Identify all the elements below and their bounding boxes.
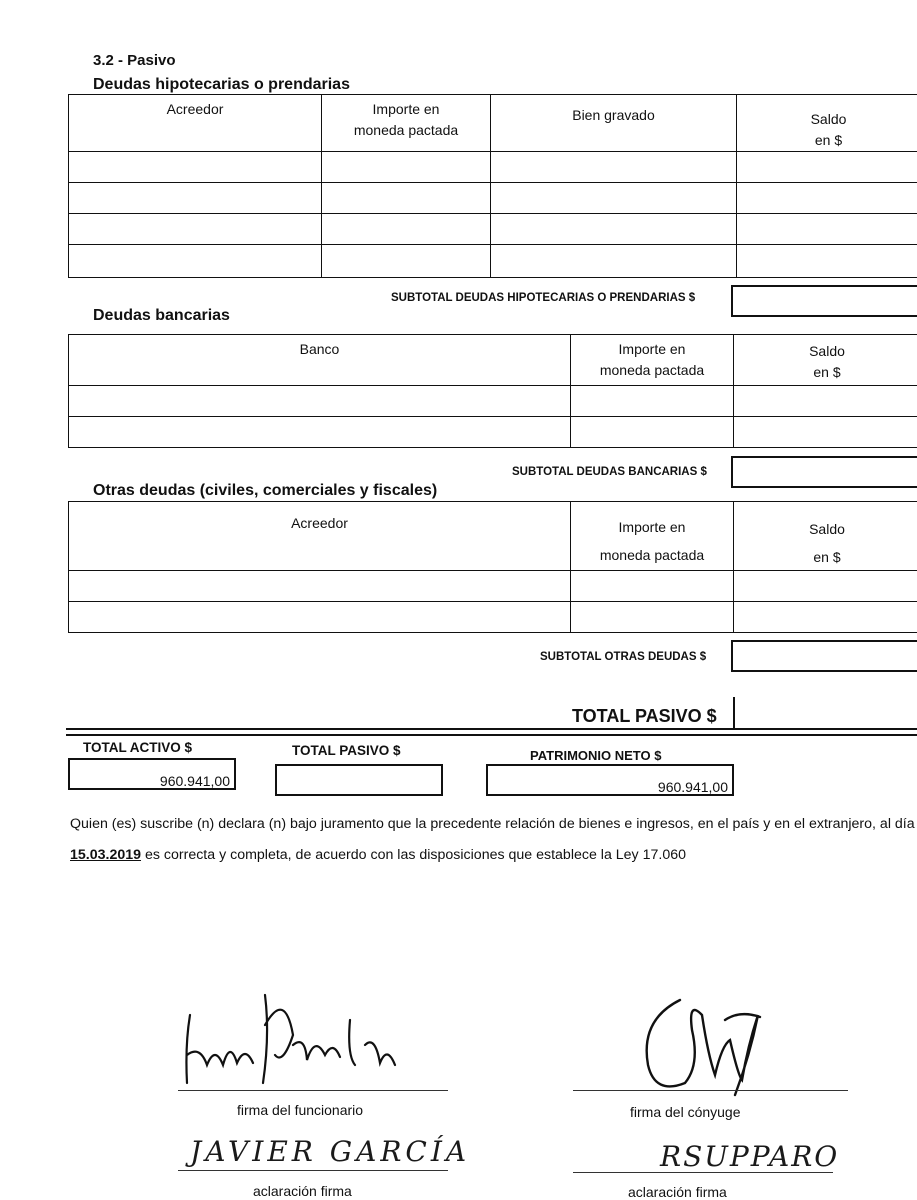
aclaracion-right-name: RSUPPARO — [660, 1140, 840, 1173]
total-pasivo-summary-label: TOTAL PASIVO $ — [292, 743, 401, 758]
col-header-importe: Importe en moneda pactada — [571, 335, 734, 386]
subtotal-otras-label: SUBTOTAL OTRAS DEUDAS $ — [540, 651, 707, 663]
table-row — [69, 417, 917, 448]
bancarias-table — [68, 334, 917, 448]
total-pasivo-summary-value[interactable] — [275, 764, 443, 796]
divider — [66, 728, 917, 730]
otras-table — [68, 501, 917, 633]
subtotal-bancarias-label: SUBTOTAL DEUDAS BANCARIAS $ — [512, 466, 707, 478]
col-header-bien: Bien gravado — [491, 95, 737, 152]
aclaracion-caption-left: aclaración firma — [253, 1183, 352, 1199]
section-title: 3.2 - Pasivo — [93, 52, 176, 69]
firma-conyuge-caption: firma del cónyuge — [630, 1104, 741, 1120]
signature-line — [178, 1170, 448, 1171]
declaration-date: 15.03.2019 — [70, 847, 142, 863]
subtotal-otras-box[interactable] — [731, 640, 917, 672]
signature-line — [178, 1090, 448, 1091]
declaration-text: Quien (es) suscribe (n) declara (n) bajo juramento que la precedente relación de bienes e ingresos, en el país y en el extranjero, al día 15.03.2019 es correcta y completa, de acuerdo con las disposiciones que establece la Ley 17.060 — [70, 816, 915, 863]
col-header-importe: Importe en moneda pactada — [322, 95, 491, 152]
total-pasivo-label: TOTAL PASIVO $ — [572, 706, 717, 726]
col-header-acreedor: Acreedor — [69, 502, 571, 571]
subtotal-hipotecarias-label: SUBTOTAL DEUDAS HIPOTECARIAS O PRENDARIAS $ — [391, 292, 696, 304]
table-row — [69, 571, 917, 602]
firma-funcionario-caption: firma del funcionario — [237, 1102, 364, 1118]
col-header-banco: Banco — [69, 335, 571, 386]
col-header-saldo: Saldo en $ — [734, 502, 917, 571]
subtotal-hipotecarias-box[interactable] — [731, 285, 917, 317]
divider — [66, 734, 917, 736]
table-row — [69, 245, 917, 278]
hipotecarias-title: Deudas hipotecarias o prendarias — [93, 76, 350, 93]
subtotal-bancarias-box[interactable] — [731, 456, 917, 488]
col-header-saldo: Saldo en $ — [737, 95, 917, 152]
table-row — [69, 183, 917, 214]
aclaracion-caption-right: aclaración firma — [628, 1184, 727, 1200]
signature-line — [573, 1172, 833, 1173]
table-row — [69, 152, 917, 183]
col-header-acreedor: Acreedor — [69, 95, 322, 152]
signature-line — [573, 1090, 848, 1091]
aclaracion-left-name: JAVIER GARCÍA — [190, 1135, 471, 1168]
signature-conyuge — [630, 985, 790, 1100]
col-header-saldo: Saldo en $ — [734, 335, 917, 386]
otras-title: Otras deudas (civiles, comerciales y fiscales) — [93, 482, 438, 499]
table-row — [69, 386, 917, 417]
bancarias-title: Deudas bancarias — [93, 307, 230, 324]
col-header-importe: Importe en moneda pactada — [571, 502, 734, 571]
signature-funcionario — [175, 985, 415, 1095]
patrimonio-neto-value[interactable]: 960.941,00 — [486, 764, 734, 796]
total-activo-label: TOTAL ACTIVO $ — [83, 740, 193, 755]
total-activo-value[interactable]: 960.941,00 — [68, 758, 236, 790]
hipotecarias-table — [68, 94, 917, 278]
total-pasivo-box[interactable] — [733, 697, 735, 729]
table-row — [69, 214, 917, 245]
table-row — [69, 602, 917, 633]
patrimonio-neto-label: PATRIMONIO NETO $ — [530, 748, 662, 763]
